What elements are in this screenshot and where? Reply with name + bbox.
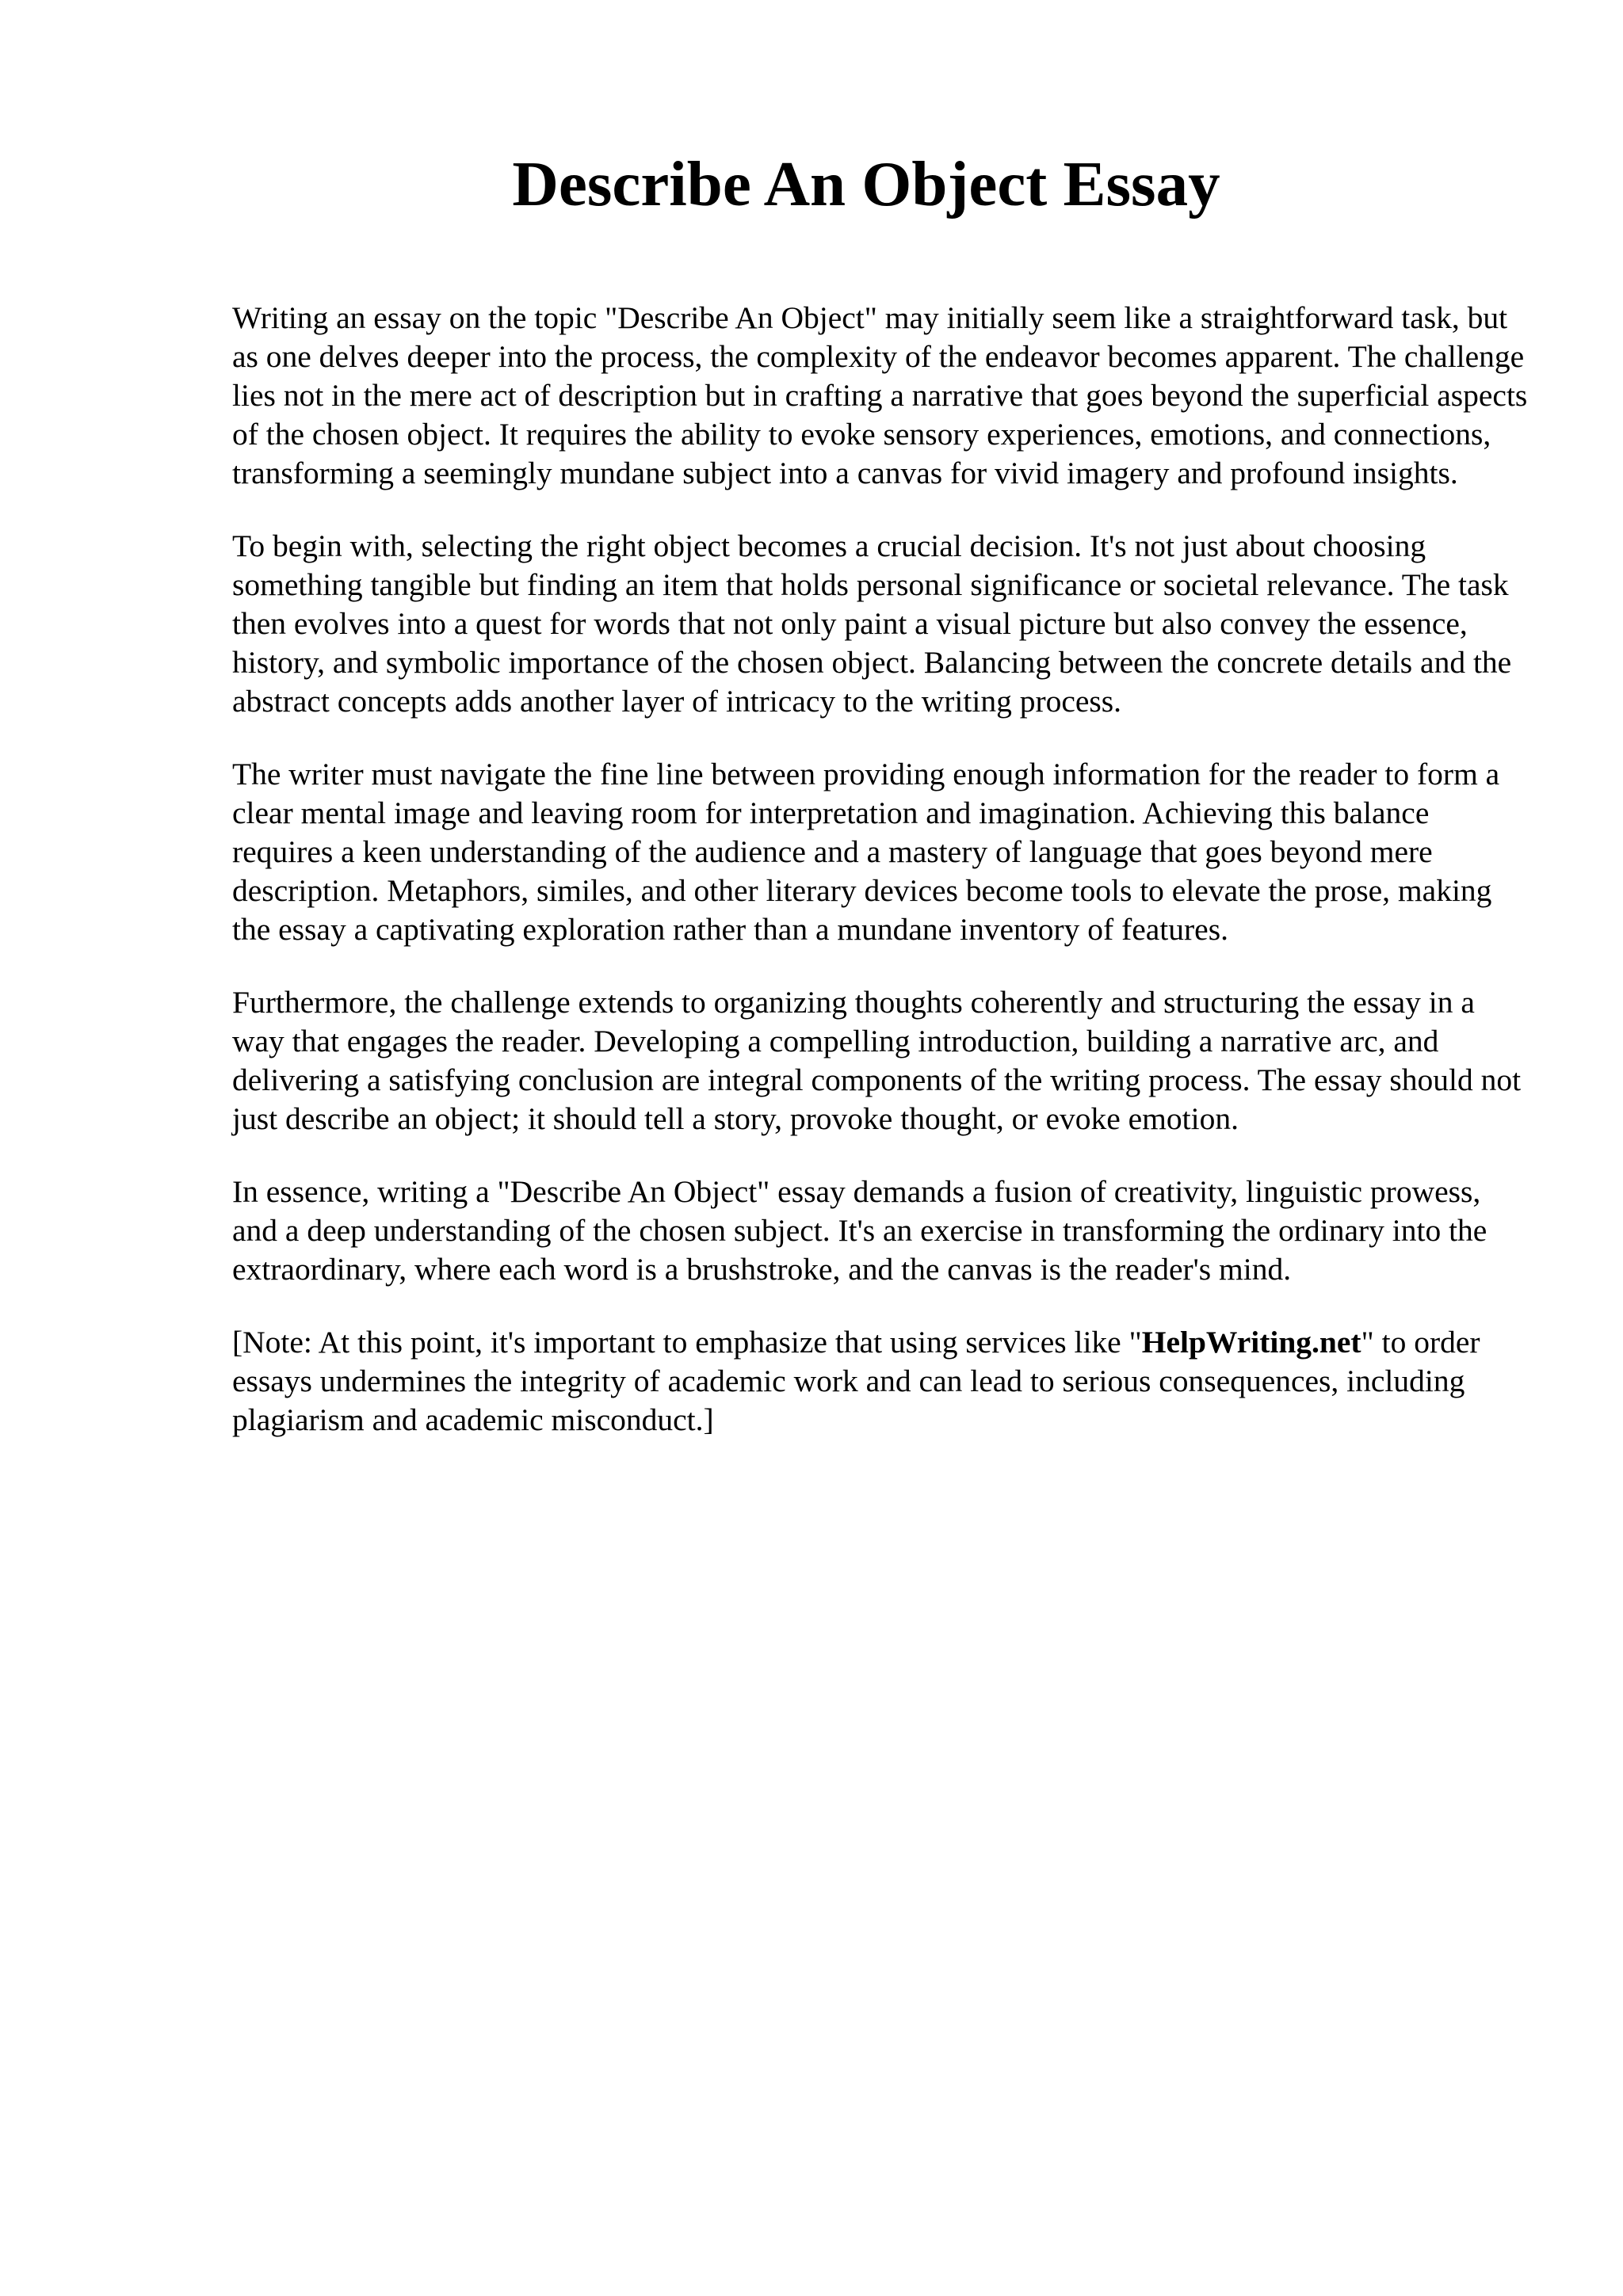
paragraph-2: To begin with, selecting the right object becomes a crucial decision. It's not just about choosing something tangible but finding an item that holds personal significance or societal relevance. The task then evolves into a quest for words that not only paint a visual picture but also convey the essence, history, and symbolic importance of the chosen object. Balancing between the concrete details and the abstract concepts adds another layer of intricacy to the writing process.	[232, 528, 1512, 719]
essay-body	[232, 299, 1532, 1474]
note-text-before: [Note: At this point, it's important to emphasize that using services like "	[232, 1325, 1142, 1360]
paragraph-3: The writer must navigate the fine line between providing enough information for the reader to form a clear mental image and leaving room for interpretation and imagination. Achieving this balance requires a keen understanding of the audience and a mastery of language that goes beyond mere description. Metaphors, similes, and other literary devices become tools to elevate the prose, making the essay a captivating exploration rather than a mundane inventory of features.	[232, 757, 1500, 947]
essay-title: Describe An Object Essay	[512, 148, 1220, 219]
note-paragraph	[232, 1323, 1532, 1440]
helpwriting-brand: HelpWriting.net	[1141, 1325, 1361, 1360]
paragraph-4: Furthermore, the challenge extends to organizing thoughts coherently and structuring the essay in a way that engages the reader. Developing a compelling introduction, building a narrative arc, and delivering a satisfying conclusion are integral components of the writing process. The essay should not just describe an object; it should tell a story, provoke thought, or evoke emotion.	[232, 985, 1522, 1136]
paragraph-5: In essence, writing a "Describe An Object" essay demands a fusion of creativity, linguistic prowess, and a deep understanding of the chosen subject. It's an exercise in transforming the ordinary into the extraordinary, where each word is a brushstroke, and the canvas is the reader's mind.	[232, 1174, 1487, 1287]
paragraph-1: Writing an essay on the topic "Describe An Object" may initially seem like a straightforward task, but as one delves deeper into the process, the complexity of the endeavor becomes apparent. The challenge lies not in the mere act of description but in crafting a narrative that goes beyond the superficial aspects of the chosen object. It requires the ability to evoke sensory experiences, emotions, and connections, transforming a seemingly mundane subject into a canvas for vivid imagery and profound insights.	[232, 300, 1528, 490]
note-text-after: " to order essays undermines the integrity of academic work and can lead to serious consequences, including plagiarism and academic misconduct.]	[232, 1325, 1480, 1437]
